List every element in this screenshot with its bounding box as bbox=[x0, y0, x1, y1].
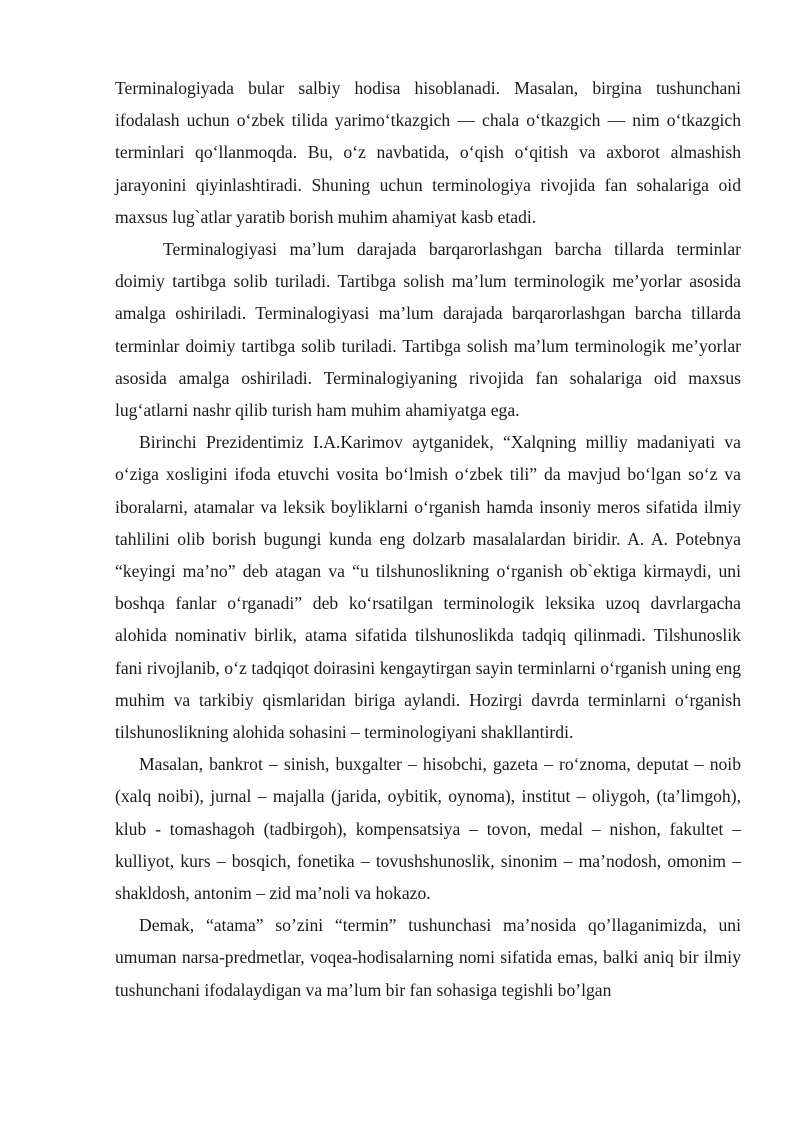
body-text bbox=[115, 72, 741, 1006]
paragraph-2: Terminalogiyasi ma’lum darajada barqarorlashgan barcha tillarda terminlar doimiy tartibga solib turiladi. Tartibga solish ma’lum terminologik me’yorlar asosida amalga oshiriladi. Terminalogiyasi ma’lum darajada barqarorlashgan barcha tillarda terminlar doimiy tartibga solib turiladi. Tartibga solish ma’lum terminologik me’yorlar asosida amalga oshiriladi. Terminalogiyaning rivojida fan sohalariga oid maxsus lug‘atlarni nashr qilib turish ham muhim ahamiyatga ega. bbox=[115, 239, 741, 421]
paragraph-3: Birinchi Prezidentimiz I.A.Karimov aytganidek, “Xalqning milliy madaniyati va o‘ziga xosligini ifoda etuvchi vosita bo‘lmish o‘zbek tili” da mavjud bo‘lgan so‘z va iboralarni, atamalar va leksik boyliklarni o‘rganish hamda insoniy meros sifatida ilmiy tahlilini olib borish bugungi kunda eng dolzarb masalalardan biridir. A. A. Potebnya “keyingi ma’no” deb atagan va “u tilshunoslikning o‘rganish ob`ektiga kirmaydi, uni boshqa fanlar o‘rganadi” deb ko‘rsatilgan terminologik leksika uzoq davrlargacha alohida nominativ birlik, atama sifatida tilshunoslikda tadqiq qilinmadi. Tilshunoslik fani rivojlanib, o‘z tadqiqot doirasini kengaytirgan sayin terminlarni o‘rganish uning eng muhim va tarkibiy qismlaridan biriga aylandi. Hozirgi davrda terminlarni o‘rganish tilshunoslikning alohida sohasini – terminologiyani shakllantirdi. bbox=[115, 432, 741, 743]
paragraph-5: Demak, “atama” so’zini “termin” tushunchasi ma’nosida qo’llaganimizda, uni umuman narsa-predmetlar, voqea-hodisalarning nomi sifatida emas, balki aniq bir ilmiy tushunchani ifodalaydigan va ma’lum bir fan sohasiga tegishli bo’lgan bbox=[115, 915, 741, 1000]
paragraph-4: Masalan, bankrot – sinish, buxgalter – hisobchi, gazeta – ro‘znoma, deputat – noib (xalq noibi), jurnal – majalla (jarida, oybitik, oynoma), institut – oliygoh, (ta’limgoh), klub - tomashagoh (tadbirgoh), kompensatsiya – tovon, medal – nishon, fakultet – kulliyot, kurs – bosqich, fonetika – tovushshunoslik, sinonim – ma’nodosh, omonim – shakldosh, antonim – zid ma’noli va hokazo. bbox=[115, 754, 741, 904]
paragraph-1: Terminalogiyada bular salbiy hodisa hisoblanadi. Masalan, birgina tushunchani ifodalash uchun o‘zbek tilida yarimo‘tkazgich — chala o‘tkazgich — nim o‘tkazgich terminlari qo‘llanmoqda. Bu, o‘z navbatida, o‘qish o‘qitish va axborot almashish jarayonini qiyinlashtiradi. Shuning uchun terminologiya rivojida fan sohalariga oid maxsus lug`atlar yaratib borish muhim ahamiyat kasb etadi. bbox=[115, 78, 741, 227]
